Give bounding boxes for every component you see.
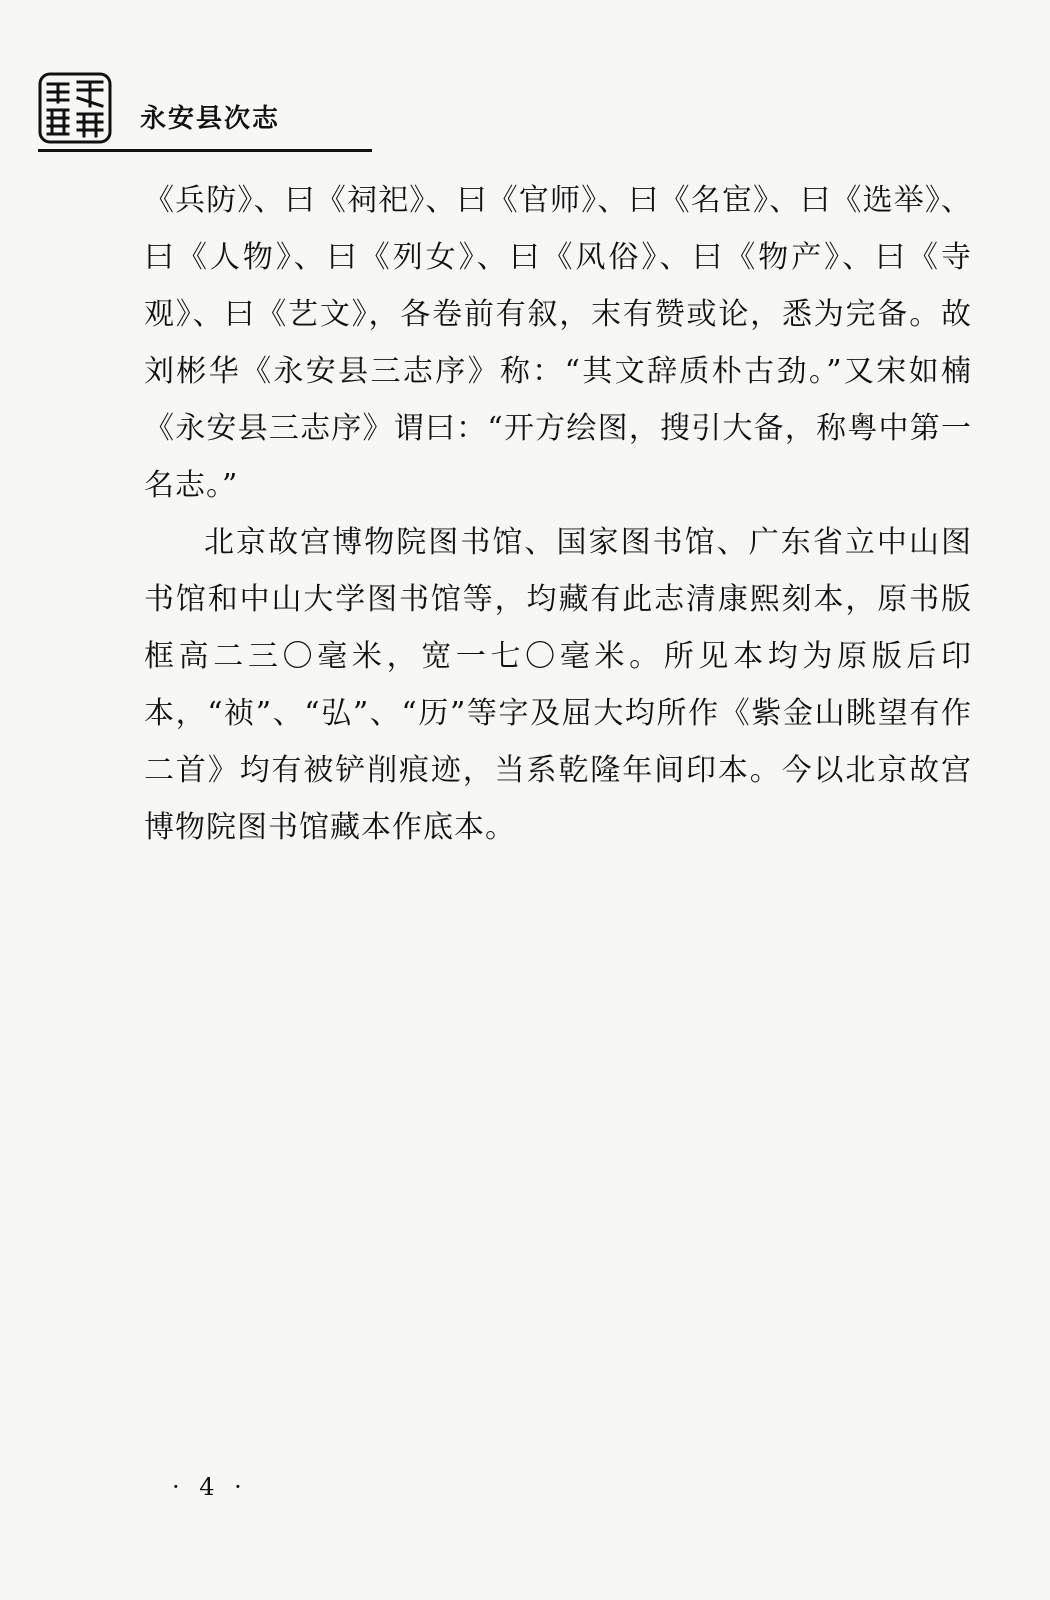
seal-emblem-icon [38,72,112,144]
header-rule [38,149,372,152]
paragraph-2: 北京故宫博物院图书馆、国家图书馆、广东省立中山图书馆和中山大学图书馆等，均藏有此志清康熙刻本，原书版框高二三〇毫米，宽一七〇毫米。所见本均为原版后印本，“祯”、“弘”、“历”等字及屈大均所作《紫金山眺望有作二首》均有被铲削痕迹，当系乾隆年间印本。今以北京故宫博物院图书馆藏本作底本。 [144,525,972,845]
paragraph-1: 《兵防》、曰《祠祀》、曰《官师》、曰《名宦》、曰《选举》、曰《人物》、曰《列女》、曰《风俗》、曰《物产》、曰《寺观》、曰《艺文》，各卷前有叙，末有赞或论，悉为完备。故刘彬华《永安县三志序》称：“其文辞质朴古劲。”又宋如楠《永安县三志序》谓曰：“开方绘图，搜引大备，称粤中第一名志。” [144,183,972,503]
page-number: · 4 · [172,1473,248,1501]
body-text [144,172,972,856]
running-title: 永安县次志 [140,104,281,134]
